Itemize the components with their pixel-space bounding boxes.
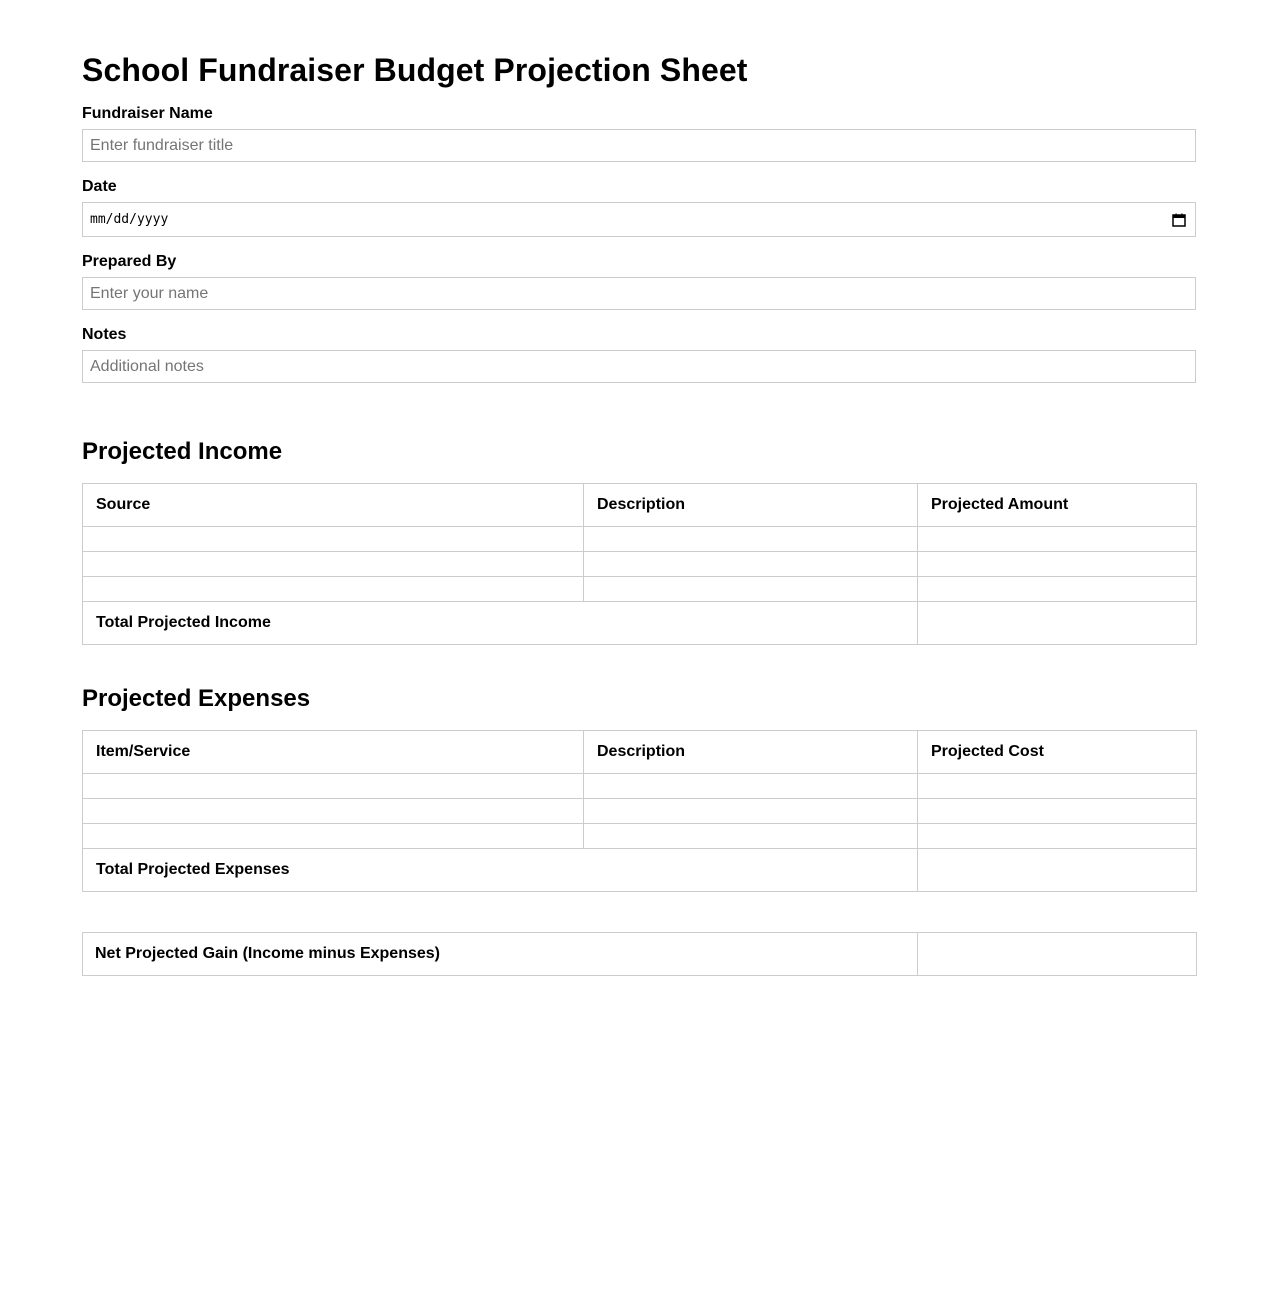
table-row [83,799,1197,824]
expense-cost-cell[interactable] [918,774,1197,799]
income-description-cell[interactable] [584,577,918,602]
net-gain-table [82,932,1197,976]
expense-item-cell[interactable] [83,824,584,849]
income-total-row [83,602,1197,645]
income-source-cell[interactable] [83,527,584,552]
table-row [83,824,1197,849]
table-row [83,527,1197,552]
notes-label: Notes [82,326,127,343]
income-amount-cell[interactable] [918,527,1197,552]
expense-item-cell[interactable] [83,799,584,824]
income-source-cell[interactable] [83,552,584,577]
page-title: School Fundraiser Budget Projection Sheet [82,52,748,88]
net-gain-row [83,933,1197,976]
expenses-total-value[interactable] [918,849,1197,892]
income-heading: Projected Income [82,438,283,465]
income-total-label: Total Projected Income [83,602,918,645]
income-header-row [83,484,1197,527]
net-gain-value[interactable] [918,933,1197,976]
expense-description-cell[interactable] [584,824,918,849]
column-header-description: Description [584,484,918,527]
column-header-source: Source [83,484,584,527]
income-description-cell[interactable] [584,552,918,577]
expense-description-cell[interactable] [584,799,918,824]
table-row [83,774,1197,799]
income-total-value[interactable] [918,602,1197,645]
date-placeholder: mm/dd/yyyy [90,212,169,227]
expenses-heading: Projected Expenses [82,685,311,712]
date-label: Date [82,178,117,195]
calendar-icon[interactable] [1171,212,1187,228]
date-field [82,178,1196,237]
expenses-table [82,730,1197,892]
prepared-by-label: Prepared By [82,253,177,270]
notes-field [82,326,1196,383]
expenses-header-row [83,731,1197,774]
notes-input[interactable] [82,350,1196,383]
table-row [83,577,1197,602]
prepared-by-field [82,253,1196,310]
column-header-item-service: Item/Service [83,731,584,774]
expense-description-cell[interactable] [584,774,918,799]
prepared-by-input[interactable] [82,277,1196,310]
date-input[interactable] [82,202,1196,237]
income-description-cell[interactable] [584,527,918,552]
expense-cost-cell[interactable] [918,799,1197,824]
table-row [83,552,1197,577]
expense-cost-cell[interactable] [918,824,1197,849]
column-header-projected-cost: Projected Cost [918,731,1197,774]
net-gain-label: Net Projected Gain (Income minus Expenses) [83,933,918,976]
fundraiser-name-input[interactable] [82,129,1196,162]
column-header-description: Description [584,731,918,774]
fundraiser-name-field [82,105,1196,162]
column-header-projected-amount: Projected Amount [918,484,1197,527]
expense-item-cell[interactable] [83,774,584,799]
expenses-total-row [83,849,1197,892]
fundraiser-name-label: Fundraiser Name [82,105,213,122]
income-amount-cell[interactable] [918,577,1197,602]
income-table [82,483,1197,645]
income-amount-cell[interactable] [918,552,1197,577]
expenses-total-label: Total Projected Expenses [83,849,918,892]
income-source-cell[interactable] [83,577,584,602]
